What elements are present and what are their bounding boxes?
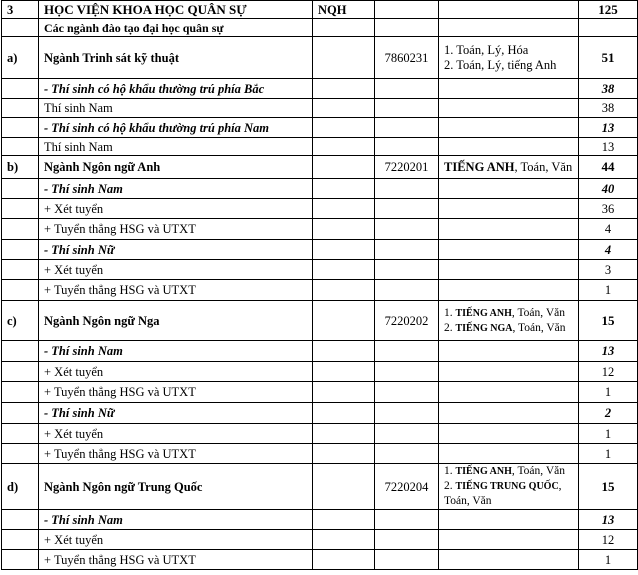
table-row-item: [2, 444, 638, 464]
row-name-cell: + Tuyển thẳng HSG và UTXT: [39, 550, 313, 570]
subject-combination-cell: [439, 156, 579, 179]
table-row-group: [2, 19, 638, 37]
row-index-cell: [2, 118, 39, 138]
major-code-cell: [375, 19, 439, 37]
table-row-sub: [2, 179, 638, 199]
subject-combination-cell: [439, 280, 579, 301]
row-name-cell: - Thí sinh Nữ: [39, 240, 313, 260]
unit-code-cell: [313, 362, 375, 382]
subject-combination-cell: [439, 1, 579, 19]
major-code-cell: [375, 219, 439, 240]
subject-combination-cell: [439, 219, 579, 240]
row-index-cell: [2, 510, 39, 530]
row-index-cell: [2, 444, 39, 464]
subject-combination-cell: [439, 301, 579, 341]
major-code-cell: 7220204: [375, 464, 439, 510]
subject-combination-line: [444, 321, 573, 336]
row-index-cell: [2, 179, 39, 199]
row-index-cell: [2, 362, 39, 382]
quota-cell: 2: [579, 403, 638, 424]
table-row-sub: [2, 118, 638, 138]
table-row-major: [2, 301, 638, 341]
row-name-cell: + Tuyển thẳng HSG và UTXT: [39, 280, 313, 301]
unit-code-cell: [313, 179, 375, 199]
subject-combination-part: 1. Toán, Lý, Hóa: [444, 42, 529, 57]
row-name-cell: - Thí sinh có hộ khẩu thường trú phía Nam: [39, 118, 313, 138]
quota-cell: 44: [579, 156, 638, 179]
subject-combination-cell: [439, 424, 579, 444]
subject-combination-cell: [439, 37, 579, 79]
major-code-cell: [375, 424, 439, 444]
quota-cell: 15: [579, 301, 638, 341]
subject-combination-cell: [439, 199, 579, 219]
table-row-item: [2, 99, 638, 118]
major-code-cell: [375, 550, 439, 570]
quota-cell: 4: [579, 219, 638, 240]
unit-code-cell: [313, 138, 375, 156]
major-code-cell: [375, 362, 439, 382]
unit-code-cell: [313, 240, 375, 260]
unit-code-cell: [313, 260, 375, 280]
quota-cell: [579, 19, 638, 37]
row-name-cell: - Thí sinh Nữ: [39, 403, 313, 424]
subject-combination-part: TIẾNG ANH: [455, 466, 512, 477]
table-row-item: [2, 260, 638, 280]
quota-cell: 1: [579, 550, 638, 570]
subject-combination-cell: [439, 510, 579, 530]
row-index-cell: [2, 341, 39, 362]
unit-code-cell: [313, 79, 375, 99]
quota-cell: 13: [579, 118, 638, 138]
row-name-cell: + Tuyển thẳng HSG và UTXT: [39, 444, 313, 464]
subject-combination-line: [444, 479, 573, 494]
unit-code-cell: [313, 219, 375, 240]
subject-combination-cell: [439, 19, 579, 37]
subject-combination-cell: [439, 403, 579, 424]
table-row-item: [2, 424, 638, 444]
subject-combination-part: ,: [558, 480, 562, 492]
subject-combination-cell: [439, 530, 579, 550]
subject-combination-cell: [439, 79, 579, 99]
table-row-item: [2, 382, 638, 403]
unit-code-cell: [313, 156, 375, 179]
quota-cell: 40: [579, 179, 638, 199]
unit-code-cell: [313, 550, 375, 570]
row-index-cell: d): [2, 464, 39, 510]
subject-combination-part: TIẾNG TRUNG QUỐC: [455, 481, 559, 492]
major-code-cell: 7220201: [375, 156, 439, 179]
major-code-cell: 7860231: [375, 37, 439, 79]
row-name-cell: + Tuyển thẳng HSG và UTXT: [39, 219, 313, 240]
subject-combination-line: [444, 464, 573, 479]
major-code-cell: [375, 260, 439, 280]
major-code-cell: [375, 138, 439, 156]
subject-combination-cell: [439, 99, 579, 118]
table-row-sub: [2, 240, 638, 260]
quota-cell: 13: [579, 341, 638, 362]
row-name-cell: + Xét tuyển: [39, 362, 313, 382]
row-index-cell: [2, 260, 39, 280]
subject-combination-cell: [439, 464, 579, 510]
table-row-major: [2, 464, 638, 510]
subject-combination-line: [444, 494, 573, 509]
subject-combination-part: 2. Toán, Lý, tiếng Anh: [444, 57, 557, 72]
table-row-item: [2, 362, 638, 382]
table-row-item: [2, 138, 638, 156]
subject-combination-cell: [439, 362, 579, 382]
row-name-cell: HỌC VIỆN KHOA HỌC QUÂN SỰ: [39, 1, 313, 19]
quota-cell: 12: [579, 530, 638, 550]
subject-combination-cell: [439, 341, 579, 362]
unit-code-cell: [313, 403, 375, 424]
row-name-cell: - Thí sinh Nam: [39, 510, 313, 530]
major-code-cell: [375, 179, 439, 199]
row-index-cell: [2, 138, 39, 156]
subject-combination-part: Toán, Văn: [444, 495, 492, 507]
subject-combination-line: [444, 306, 573, 321]
row-name-cell: Các ngành đào tạo đại học quân sự: [39, 19, 313, 37]
table-row-item: [2, 199, 638, 219]
unit-code-cell: [313, 99, 375, 118]
row-name-cell: - Thí sinh có hộ khẩu thường trú phía Bắc: [39, 79, 313, 99]
table-row-major: [2, 37, 638, 79]
row-name-cell: + Xét tuyển: [39, 424, 313, 444]
quota-cell: 1: [579, 382, 638, 403]
subject-combination-cell: [439, 118, 579, 138]
major-code-cell: [375, 240, 439, 260]
quota-cell: 125: [579, 1, 638, 19]
row-name-cell: + Xét tuyển: [39, 260, 313, 280]
row-index-cell: b): [2, 156, 39, 179]
quota-cell: 4: [579, 240, 638, 260]
subject-combination-cell: [439, 444, 579, 464]
subject-combination-cell: [439, 382, 579, 403]
row-name-cell: Thí sinh Nam: [39, 138, 313, 156]
row-index-cell: a): [2, 37, 39, 79]
unit-code-cell: [313, 444, 375, 464]
row-name-cell: + Xét tuyển: [39, 199, 313, 219]
row-index-cell: [2, 530, 39, 550]
row-index-cell: [2, 424, 39, 444]
unit-code-cell: [313, 510, 375, 530]
quota-cell: 36: [579, 199, 638, 219]
table-row-item: [2, 530, 638, 550]
unit-code-cell: [313, 530, 375, 550]
major-code-cell: [375, 280, 439, 301]
row-index-cell: [2, 403, 39, 424]
row-name-cell: + Xét tuyển: [39, 530, 313, 550]
row-index-cell: c): [2, 301, 39, 341]
quota-cell: 3: [579, 260, 638, 280]
unit-code-cell: [313, 301, 375, 341]
subject-combination-part: , Toán, Văn: [511, 465, 565, 477]
quota-cell: 13: [579, 510, 638, 530]
row-index-cell: [2, 199, 39, 219]
unit-code-cell: NQH: [313, 1, 375, 19]
major-code-cell: [375, 1, 439, 19]
unit-code-cell: [313, 464, 375, 510]
row-name-cell: - Thí sinh Nam: [39, 179, 313, 199]
unit-code-cell: [313, 341, 375, 362]
major-code-cell: [375, 99, 439, 118]
table-row-school: [2, 1, 638, 19]
subject-combination-part: , Toán, Văn: [512, 321, 566, 334]
table-row-item: [2, 550, 638, 570]
row-index-cell: [2, 79, 39, 99]
table-row-major: [2, 156, 638, 179]
major-code-cell: [375, 403, 439, 424]
row-name-cell: Thí sinh Nam: [39, 99, 313, 118]
subject-combination-part: 2.: [444, 480, 456, 492]
major-code-cell: 7220202: [375, 301, 439, 341]
quota-cell: 12: [579, 362, 638, 382]
major-code-cell: [375, 79, 439, 99]
subject-combination-line: [444, 160, 573, 175]
subject-combination-line: [444, 43, 573, 58]
quota-cell: 13: [579, 138, 638, 156]
quota-cell: 1: [579, 424, 638, 444]
row-index-cell: [2, 382, 39, 403]
unit-code-cell: [313, 118, 375, 138]
major-code-cell: [375, 444, 439, 464]
row-index-cell: [2, 240, 39, 260]
row-name-cell: Ngành Ngôn ngữ Anh: [39, 156, 313, 179]
table-row-sub: [2, 79, 638, 99]
table-row-item: [2, 219, 638, 240]
unit-code-cell: [313, 424, 375, 444]
subject-combination-cell: [439, 550, 579, 570]
row-name-cell: Ngành Ngôn ngữ Trung Quốc: [39, 464, 313, 510]
major-code-cell: [375, 118, 439, 138]
unit-code-cell: [313, 19, 375, 37]
subject-combination-cell: [439, 240, 579, 260]
unit-code-cell: [313, 280, 375, 301]
row-index-cell: [2, 280, 39, 301]
table-row-sub: [2, 341, 638, 362]
unit-code-cell: [313, 37, 375, 79]
quota-cell: 1: [579, 280, 638, 301]
subject-combination-cell: [439, 138, 579, 156]
subject-combination-part: 1.: [444, 306, 456, 319]
table-row-item: [2, 280, 638, 301]
quota-cell: 51: [579, 37, 638, 79]
major-code-cell: [375, 382, 439, 403]
subject-combination-part: 2.: [444, 321, 456, 334]
row-name-cell: Ngành Trinh sát kỹ thuật: [39, 37, 313, 79]
row-index-cell: [2, 550, 39, 570]
subject-combination-cell: [439, 179, 579, 199]
quota-cell: 38: [579, 99, 638, 118]
row-index-cell: [2, 99, 39, 118]
subject-combination-part: , Toán, Văn: [514, 159, 573, 174]
subject-combination-part: 1.: [444, 465, 456, 477]
major-code-cell: [375, 530, 439, 550]
row-index-cell: [2, 19, 39, 37]
subject-combination-part: TIẾNG NGA: [455, 322, 513, 334]
major-code-cell: [375, 199, 439, 219]
subject-combination-part: TIẾNG ANH: [455, 307, 512, 319]
row-name-cell: + Tuyển thẳng HSG và UTXT: [39, 382, 313, 403]
row-index-cell: 3: [2, 1, 39, 19]
subject-combination-part: , Toán, Văn: [511, 306, 565, 319]
table-row-sub: [2, 403, 638, 424]
quota-cell: 38: [579, 79, 638, 99]
row-index-cell: [2, 219, 39, 240]
subject-combination-cell: [439, 260, 579, 280]
quota-cell: 1: [579, 444, 638, 464]
row-name-cell: Ngành Ngôn ngữ Nga: [39, 301, 313, 341]
unit-code-cell: [313, 382, 375, 403]
admissions-table-body: [2, 1, 638, 570]
major-code-cell: [375, 510, 439, 530]
unit-code-cell: [313, 199, 375, 219]
subject-combination-line: [444, 58, 573, 73]
table-row-sub: [2, 510, 638, 530]
major-code-cell: [375, 341, 439, 362]
subject-combination-part: TIẾNG ANH: [444, 159, 515, 174]
admissions-table: [1, 0, 638, 570]
row-name-cell: - Thí sinh Nam: [39, 341, 313, 362]
quota-cell: 15: [579, 464, 638, 510]
